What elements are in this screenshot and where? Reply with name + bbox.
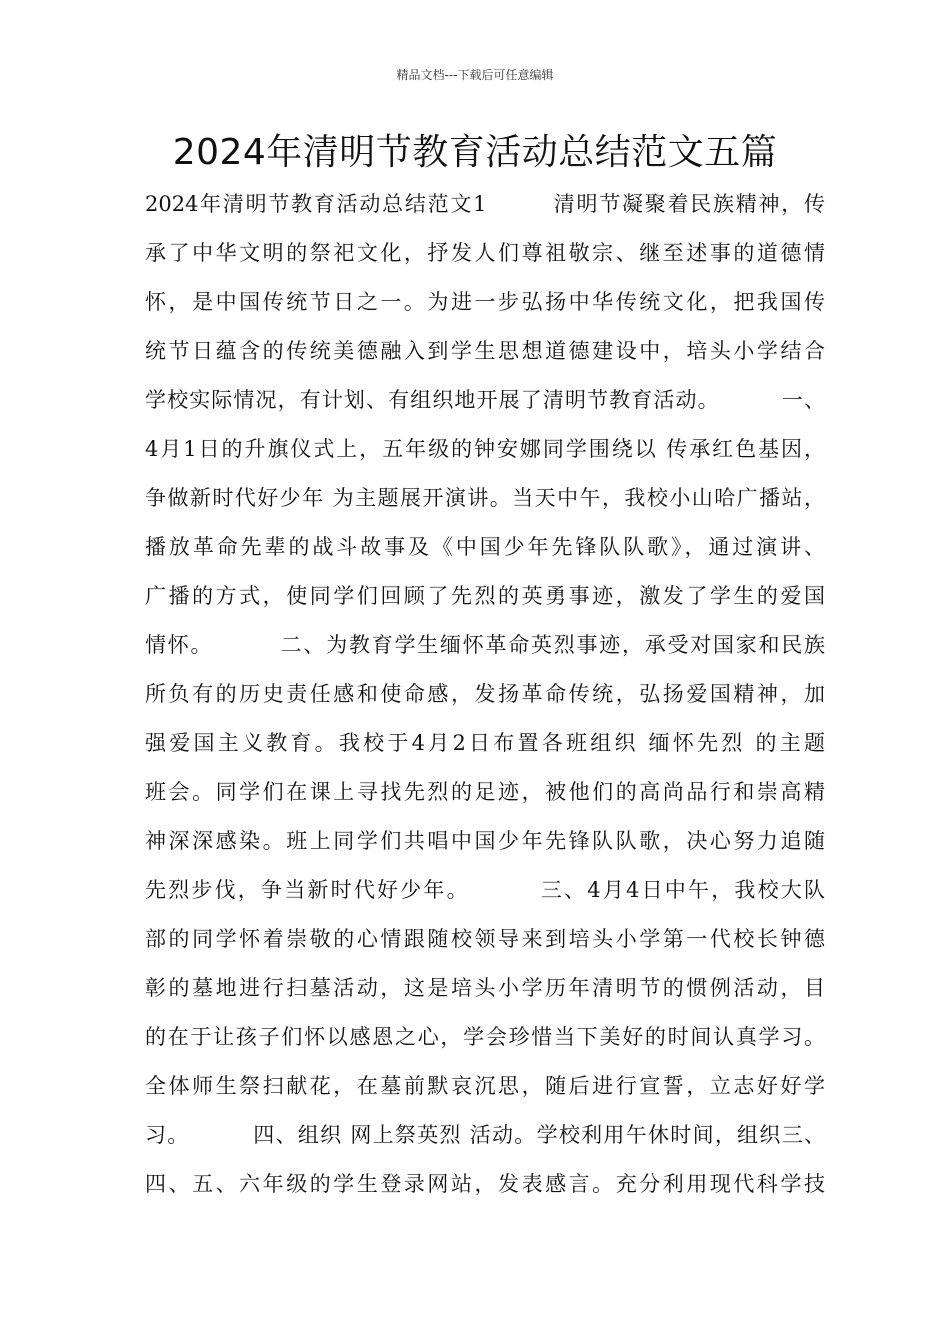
body-line: 情怀。 二、为教育学生缅怀革命英烈事迹，承受对国家和民族 <box>145 633 825 657</box>
body-line: 统节日蕴含的传统美德融入到学生思想道德建设中，培头小学结合 <box>145 339 825 363</box>
body-line: 班会。同学们在课上寻找先烈的足迹，被他们的高尚品行和崇高精 <box>145 780 825 804</box>
body-line: 神深深感染。班上同学们共唱中国少年先锋队队歌，决心努力追随 <box>145 829 825 853</box>
body-line: 彰的墓地进行扫墓活动，这是培头小学历年清明节的惯例活动，目 <box>145 976 825 1000</box>
document-body <box>145 180 825 1209</box>
body-line: 全体师生祭扫献花，在墓前默哀沉思，随后进行宣誓，立志好好学 <box>145 1074 825 1098</box>
body-line: 的在于让孩子们怀以感恩之心，学会珍惜当下美好的时间认真学习。 <box>145 1025 825 1049</box>
body-line: 习。 四、组织 网上祭英烈 活动。学校利用午休时间，组织三、 <box>145 1123 825 1147</box>
document-title: 2024年清明节教育活动总结范文五篇 <box>172 132 778 173</box>
body-line: 4月1日的升旗仪式上，五年级的钟安娜同学围绕以 传承红色基因， <box>145 437 825 461</box>
body-line: 播放革命先辈的战斗故事及《中国少年先锋队队歌》，通过演讲、 <box>145 535 825 559</box>
body-line: 学校实际情况，有计划、有组织地开展了清明节教育活动。 一、 <box>145 388 825 412</box>
body-line: 强爱国主义教育。我校于4月2日布置各班组织 缅怀先烈 的主题 <box>145 731 825 755</box>
page-header-note: 精品文档---下载后可任意编辑 <box>396 68 554 82</box>
body-line: 广播的方式，使同学们回顾了先烈的英勇事迹，激发了学生的爱国 <box>145 584 825 608</box>
body-line: 所负有的历史责任感和使命感，发扬革命传统，弘扬爱国精神，加 <box>145 682 825 706</box>
body-line: 四、五、六年级的学生登录网站，发表感言。充分利用现代科学技 <box>145 1172 825 1196</box>
body-line: 先烈步伐，争当新时代好少年。 三、4月4日中午，我校大队 <box>145 878 825 902</box>
body-line: 争做新时代好少年 为主题展开演讲。当天中午，我校小山哈广播站， <box>145 486 825 510</box>
body-line: 怀，是中国传统节日之一。为进一步弘扬中华传统文化，把我国传 <box>145 290 825 314</box>
body-line: 2024年清明节教育活动总结范文1 清明节凝聚着民族精神，传 <box>145 192 825 216</box>
body-line: 部的同学怀着崇敬的心情跟随校领导来到培头小学第一代校长钟德 <box>145 927 825 951</box>
body-line: 承了中华文明的祭祀文化，抒发人们尊祖敬宗、继至述事的道德情 <box>145 241 825 265</box>
